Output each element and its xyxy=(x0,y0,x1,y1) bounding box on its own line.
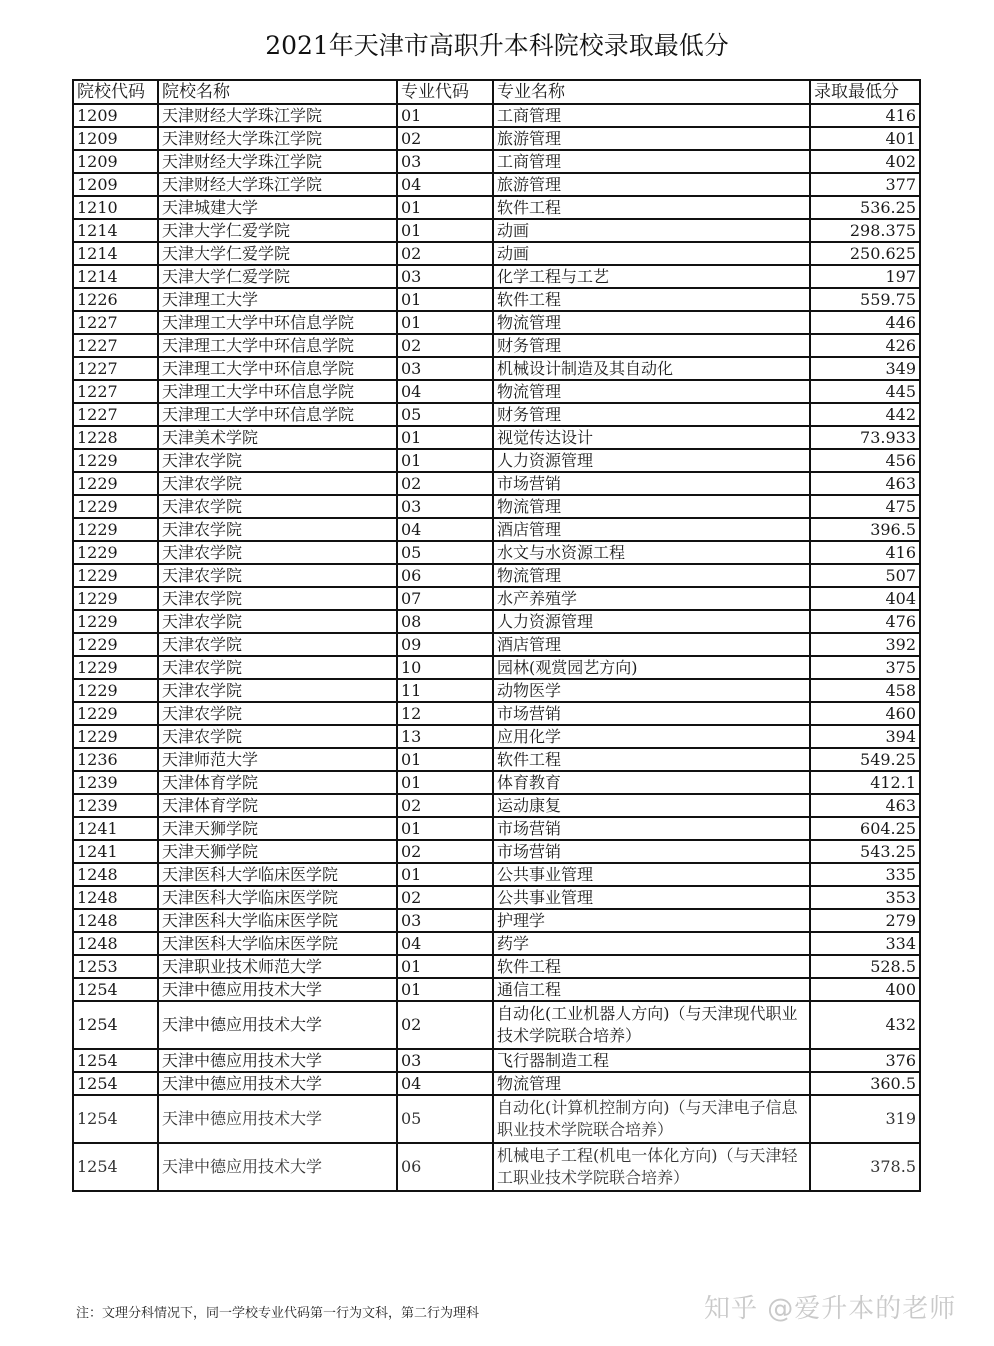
cell-major-name: 软件工程 xyxy=(493,196,810,219)
table-row xyxy=(73,610,920,633)
cell-major-name: 旅游管理 xyxy=(493,173,810,196)
table-row xyxy=(73,1095,920,1143)
cell-major-name: 园林(观赏园艺方向) xyxy=(493,656,810,679)
cell-major-code: 01 xyxy=(397,311,493,334)
cell-major-name: 水文与水资源工程 xyxy=(493,541,810,564)
cell-school-code: 1254 xyxy=(73,978,158,1001)
cell-min-score: 456 xyxy=(810,449,920,472)
cell-min-score: 319 xyxy=(810,1095,920,1143)
cell-min-score: 392 xyxy=(810,633,920,656)
cell-major-code: 02 xyxy=(397,242,493,265)
cell-school-name: 天津财经大学珠江学院 xyxy=(158,150,397,173)
cell-major-code: 12 xyxy=(397,702,493,725)
cell-major-name: 自动化(工业机器人方向)（与天津现代职业技术学院联合培养） xyxy=(493,1001,810,1049)
table-row xyxy=(73,311,920,334)
cell-major-code: 03 xyxy=(397,495,493,518)
cell-major-name: 物流管理 xyxy=(493,495,810,518)
cell-school-name: 天津农学院 xyxy=(158,541,397,564)
cell-major-code: 02 xyxy=(397,127,493,150)
cell-min-score: 73.933 xyxy=(810,426,920,449)
cell-school-name: 天津农学院 xyxy=(158,518,397,541)
cell-school-code: 1229 xyxy=(73,472,158,495)
cell-school-name: 天津职业技术师范大学 xyxy=(158,955,397,978)
table-row xyxy=(73,150,920,173)
cell-school-name: 天津体育学院 xyxy=(158,771,397,794)
cell-major-name: 市场营销 xyxy=(493,702,810,725)
cell-school-name: 天津师范大学 xyxy=(158,748,397,771)
table-row xyxy=(73,265,920,288)
cell-min-score: 335 xyxy=(810,863,920,886)
cell-min-score: 460 xyxy=(810,702,920,725)
cell-major-code: 13 xyxy=(397,725,493,748)
cell-major-name: 化学工程与工艺 xyxy=(493,265,810,288)
cell-school-name: 天津医科大学临床医学院 xyxy=(158,886,397,909)
cell-major-code: 02 xyxy=(397,1001,493,1049)
cell-major-code: 05 xyxy=(397,1095,493,1143)
cell-min-score: 279 xyxy=(810,909,920,932)
cell-school-code: 1209 xyxy=(73,127,158,150)
cell-min-score: 458 xyxy=(810,679,920,702)
cell-school-code: 1229 xyxy=(73,541,158,564)
table-row xyxy=(73,840,920,863)
cell-min-score: 446 xyxy=(810,311,920,334)
cell-school-name: 天津天狮学院 xyxy=(158,817,397,840)
cell-major-code: 01 xyxy=(397,955,493,978)
cell-major-code: 03 xyxy=(397,1049,493,1072)
cell-min-score: 442 xyxy=(810,403,920,426)
cell-school-name: 天津农学院 xyxy=(158,679,397,702)
cell-school-code: 1229 xyxy=(73,587,158,610)
cell-major-name: 护理学 xyxy=(493,909,810,932)
cell-min-score: 416 xyxy=(810,104,920,127)
cell-major-name: 软件工程 xyxy=(493,288,810,311)
table-row xyxy=(73,1049,920,1072)
cell-school-name: 天津农学院 xyxy=(158,449,397,472)
cell-school-name: 天津农学院 xyxy=(158,472,397,495)
cell-major-name: 公共事业管理 xyxy=(493,886,810,909)
cell-school-code: 1227 xyxy=(73,403,158,426)
cell-school-code: 1254 xyxy=(73,1001,158,1049)
cell-major-code: 01 xyxy=(397,426,493,449)
table-row xyxy=(73,794,920,817)
cell-min-score: 400 xyxy=(810,978,920,1001)
cell-school-code: 1229 xyxy=(73,679,158,702)
table-row xyxy=(73,173,920,196)
table-row xyxy=(73,449,920,472)
cell-min-score: 432 xyxy=(810,1001,920,1049)
cell-school-name: 天津农学院 xyxy=(158,587,397,610)
cell-school-code: 1229 xyxy=(73,518,158,541)
cell-major-name: 自动化(计算机控制方向)（与天津电子信息职业技术学院联合培养） xyxy=(493,1095,810,1143)
cell-major-name: 软件工程 xyxy=(493,748,810,771)
cell-school-name: 天津天狮学院 xyxy=(158,840,397,863)
cell-school-code: 1229 xyxy=(73,702,158,725)
cell-major-name: 市场营销 xyxy=(493,817,810,840)
table-row xyxy=(73,1001,920,1049)
cell-min-score: 476 xyxy=(810,610,920,633)
cell-school-code: 1254 xyxy=(73,1072,158,1095)
cell-school-name: 天津中德应用技术大学 xyxy=(158,1072,397,1095)
cell-school-name: 天津中德应用技术大学 xyxy=(158,1095,397,1143)
cell-major-name: 公共事业管理 xyxy=(493,863,810,886)
cell-school-code: 1227 xyxy=(73,334,158,357)
footnote: 注：文理分科情况下，同一学校专业代码第一行为文科，第二行为理科 xyxy=(76,1306,480,1321)
cell-min-score: 396.5 xyxy=(810,518,920,541)
table-row xyxy=(73,633,920,656)
cell-school-code: 1248 xyxy=(73,932,158,955)
cell-major-code: 11 xyxy=(397,679,493,702)
table-body xyxy=(73,104,920,1191)
cell-major-name: 体育教育 xyxy=(493,771,810,794)
cell-school-code: 1229 xyxy=(73,449,158,472)
cell-school-code: 1229 xyxy=(73,725,158,748)
cell-school-name: 天津财经大学珠江学院 xyxy=(158,173,397,196)
table-row xyxy=(73,771,920,794)
cell-major-code: 03 xyxy=(397,909,493,932)
cell-school-code: 1214 xyxy=(73,219,158,242)
cell-major-name: 物流管理 xyxy=(493,311,810,334)
cell-min-score: 445 xyxy=(810,380,920,403)
watermark: 知乎 @爱升本的老师 xyxy=(704,1294,957,1324)
table-row xyxy=(73,748,920,771)
table-row xyxy=(73,863,920,886)
cell-major-name: 机械设计制造及其自动化 xyxy=(493,357,810,380)
cell-major-code: 05 xyxy=(397,541,493,564)
header-min-score: 录取最低分 xyxy=(810,80,920,104)
table-row xyxy=(73,495,920,518)
cell-major-code: 05 xyxy=(397,403,493,426)
cell-major-name: 通信工程 xyxy=(493,978,810,1001)
cell-major-code: 01 xyxy=(397,219,493,242)
cell-school-code: 1229 xyxy=(73,495,158,518)
cell-school-name: 天津财经大学珠江学院 xyxy=(158,104,397,127)
table-row xyxy=(73,679,920,702)
cell-school-code: 1239 xyxy=(73,771,158,794)
cell-school-name: 天津农学院 xyxy=(158,564,397,587)
cell-school-code: 1214 xyxy=(73,242,158,265)
cell-min-score: 360.5 xyxy=(810,1072,920,1095)
cell-major-code: 01 xyxy=(397,449,493,472)
table-header-row xyxy=(73,80,920,104)
cell-school-code: 1254 xyxy=(73,1049,158,1072)
cell-school-code: 1229 xyxy=(73,633,158,656)
cell-min-score: 559.75 xyxy=(810,288,920,311)
cell-min-score: 376 xyxy=(810,1049,920,1072)
table-row xyxy=(73,288,920,311)
cell-min-score: 604.25 xyxy=(810,817,920,840)
cell-major-code: 04 xyxy=(397,173,493,196)
cell-school-code: 1209 xyxy=(73,104,158,127)
table-row xyxy=(73,403,920,426)
cell-major-name: 药学 xyxy=(493,932,810,955)
cell-min-score: 528.5 xyxy=(810,955,920,978)
table-row xyxy=(73,219,920,242)
cell-major-name: 机械电子工程(机电一体化方向)（与天津轻工职业技术学院联合培养） xyxy=(493,1143,810,1191)
cell-min-score: 250.625 xyxy=(810,242,920,265)
cell-school-code: 1227 xyxy=(73,311,158,334)
cell-min-score: 416 xyxy=(810,541,920,564)
cell-school-code: 1254 xyxy=(73,1095,158,1143)
cell-major-code: 04 xyxy=(397,932,493,955)
cell-school-name: 天津中德应用技术大学 xyxy=(158,1049,397,1072)
cell-major-name: 人力资源管理 xyxy=(493,610,810,633)
cell-major-code: 02 xyxy=(397,472,493,495)
cell-school-code: 1248 xyxy=(73,886,158,909)
cell-major-name: 动画 xyxy=(493,219,810,242)
cell-major-name: 运动康复 xyxy=(493,794,810,817)
cell-school-code: 1229 xyxy=(73,656,158,679)
cell-major-name: 工商管理 xyxy=(493,150,810,173)
cell-major-code: 07 xyxy=(397,587,493,610)
cell-school-name: 天津财经大学珠江学院 xyxy=(158,127,397,150)
cell-major-name: 飞行器制造工程 xyxy=(493,1049,810,1072)
cell-major-name: 人力资源管理 xyxy=(493,449,810,472)
cell-major-code: 02 xyxy=(397,886,493,909)
cell-school-name: 天津理工大学 xyxy=(158,288,397,311)
cell-major-name: 动物医学 xyxy=(493,679,810,702)
cell-school-name: 天津体育学院 xyxy=(158,794,397,817)
cell-major-code: 03 xyxy=(397,357,493,380)
cell-min-score: 463 xyxy=(810,472,920,495)
table-row xyxy=(73,978,920,1001)
table-row xyxy=(73,725,920,748)
cell-major-code: 02 xyxy=(397,334,493,357)
admission-scores-table xyxy=(72,79,921,1192)
cell-school-name: 天津农学院 xyxy=(158,725,397,748)
header-major-name: 专业名称 xyxy=(493,80,810,104)
cell-major-code: 01 xyxy=(397,978,493,1001)
cell-school-code: 1253 xyxy=(73,955,158,978)
cell-school-code: 1254 xyxy=(73,1143,158,1191)
cell-school-name: 天津农学院 xyxy=(158,702,397,725)
table-row xyxy=(73,357,920,380)
cell-school-name: 天津城建大学 xyxy=(158,196,397,219)
document-title: 2021年天津市高职升本科院校录取最低分 xyxy=(265,31,729,60)
cell-school-name: 天津农学院 xyxy=(158,633,397,656)
table-row xyxy=(73,564,920,587)
cell-school-name: 天津中德应用技术大学 xyxy=(158,1143,397,1191)
table-row xyxy=(73,472,920,495)
cell-major-name: 物流管理 xyxy=(493,1072,810,1095)
table-row xyxy=(73,104,920,127)
cell-min-score: 197 xyxy=(810,265,920,288)
cell-major-code: 01 xyxy=(397,104,493,127)
cell-min-score: 375 xyxy=(810,656,920,679)
cell-major-code: 01 xyxy=(397,817,493,840)
cell-school-name: 天津大学仁爱学院 xyxy=(158,242,397,265)
table-row xyxy=(73,587,920,610)
table-row xyxy=(73,1072,920,1095)
table-row xyxy=(73,541,920,564)
cell-school-code: 1210 xyxy=(73,196,158,219)
table-row xyxy=(73,886,920,909)
table-row xyxy=(73,955,920,978)
cell-major-code: 01 xyxy=(397,863,493,886)
cell-min-score: 549.25 xyxy=(810,748,920,771)
cell-school-name: 天津农学院 xyxy=(158,656,397,679)
cell-major-name: 酒店管理 xyxy=(493,518,810,541)
cell-major-name: 动画 xyxy=(493,242,810,265)
table-row xyxy=(73,334,920,357)
cell-school-code: 1248 xyxy=(73,863,158,886)
cell-major-name: 视觉传达设计 xyxy=(493,426,810,449)
cell-school-code: 1227 xyxy=(73,380,158,403)
cell-school-code: 1226 xyxy=(73,288,158,311)
cell-major-code: 04 xyxy=(397,1072,493,1095)
cell-school-name: 天津美术学院 xyxy=(158,426,397,449)
table-row xyxy=(73,656,920,679)
cell-school-name: 天津大学仁爱学院 xyxy=(158,219,397,242)
cell-major-code: 02 xyxy=(397,794,493,817)
cell-min-score: 475 xyxy=(810,495,920,518)
cell-major-name: 软件工程 xyxy=(493,955,810,978)
cell-min-score: 353 xyxy=(810,886,920,909)
header-school-name: 院校名称 xyxy=(158,80,397,104)
cell-major-name: 工商管理 xyxy=(493,104,810,127)
header-school-code: 院校代码 xyxy=(73,80,158,104)
table-row xyxy=(73,426,920,449)
cell-school-code: 1209 xyxy=(73,150,158,173)
cell-min-score: 426 xyxy=(810,334,920,357)
cell-major-code: 03 xyxy=(397,150,493,173)
cell-school-name: 天津农学院 xyxy=(158,495,397,518)
cell-major-code: 01 xyxy=(397,196,493,219)
cell-school-name: 天津大学仁爱学院 xyxy=(158,265,397,288)
cell-school-name: 天津医科大学临床医学院 xyxy=(158,863,397,886)
cell-school-name: 天津中德应用技术大学 xyxy=(158,1001,397,1049)
cell-min-score: 543.25 xyxy=(810,840,920,863)
cell-school-name: 天津理工大学中环信息学院 xyxy=(158,403,397,426)
cell-min-score: 377 xyxy=(810,173,920,196)
table-row xyxy=(73,196,920,219)
cell-school-name: 天津中德应用技术大学 xyxy=(158,978,397,1001)
cell-major-code: 04 xyxy=(397,380,493,403)
cell-major-code: 10 xyxy=(397,656,493,679)
table-row xyxy=(73,127,920,150)
cell-major-code: 02 xyxy=(397,840,493,863)
cell-major-name: 物流管理 xyxy=(493,564,810,587)
cell-major-name: 酒店管理 xyxy=(493,633,810,656)
cell-school-code: 1236 xyxy=(73,748,158,771)
cell-min-score: 378.5 xyxy=(810,1143,920,1191)
cell-major-code: 04 xyxy=(397,518,493,541)
cell-min-score: 463 xyxy=(810,794,920,817)
cell-school-code: 1227 xyxy=(73,357,158,380)
cell-school-code: 1214 xyxy=(73,265,158,288)
table-row xyxy=(73,817,920,840)
cell-major-name: 财务管理 xyxy=(493,334,810,357)
cell-major-code: 03 xyxy=(397,265,493,288)
cell-major-name: 财务管理 xyxy=(493,403,810,426)
cell-major-name: 市场营销 xyxy=(493,472,810,495)
cell-school-name: 天津医科大学临床医学院 xyxy=(158,909,397,932)
cell-school-code: 1209 xyxy=(73,173,158,196)
table-row xyxy=(73,702,920,725)
cell-school-code: 1239 xyxy=(73,794,158,817)
cell-min-score: 536.25 xyxy=(810,196,920,219)
table-row xyxy=(73,1143,920,1191)
cell-major-code: 01 xyxy=(397,288,493,311)
cell-school-code: 1229 xyxy=(73,610,158,633)
cell-min-score: 404 xyxy=(810,587,920,610)
cell-min-score: 412.1 xyxy=(810,771,920,794)
cell-school-code: 1241 xyxy=(73,817,158,840)
cell-school-code: 1248 xyxy=(73,909,158,932)
cell-school-code: 1228 xyxy=(73,426,158,449)
cell-major-name: 市场营销 xyxy=(493,840,810,863)
cell-school-name: 天津农学院 xyxy=(158,610,397,633)
table-row xyxy=(73,909,920,932)
cell-min-score: 394 xyxy=(810,725,920,748)
cell-major-name: 水产养殖学 xyxy=(493,587,810,610)
cell-min-score: 349 xyxy=(810,357,920,380)
cell-major-code: 08 xyxy=(397,610,493,633)
cell-major-code: 01 xyxy=(397,771,493,794)
cell-major-name: 物流管理 xyxy=(493,380,810,403)
cell-school-name: 天津理工大学中环信息学院 xyxy=(158,334,397,357)
cell-major-code: 09 xyxy=(397,633,493,656)
cell-school-name: 天津理工大学中环信息学院 xyxy=(158,380,397,403)
cell-school-code: 1229 xyxy=(73,564,158,587)
cell-min-score: 298.375 xyxy=(810,219,920,242)
table-row xyxy=(73,242,920,265)
cell-major-code: 06 xyxy=(397,564,493,587)
table-row xyxy=(73,932,920,955)
cell-min-score: 402 xyxy=(810,150,920,173)
cell-min-score: 507 xyxy=(810,564,920,587)
cell-school-name: 天津理工大学中环信息学院 xyxy=(158,311,397,334)
cell-school-name: 天津理工大学中环信息学院 xyxy=(158,357,397,380)
cell-school-code: 1241 xyxy=(73,840,158,863)
cell-min-score: 334 xyxy=(810,932,920,955)
cell-school-name: 天津医科大学临床医学院 xyxy=(158,932,397,955)
header-major-code: 专业代码 xyxy=(397,80,493,104)
cell-major-name: 旅游管理 xyxy=(493,127,810,150)
cell-major-name: 应用化学 xyxy=(493,725,810,748)
table-row xyxy=(73,380,920,403)
cell-major-code: 06 xyxy=(397,1143,493,1191)
cell-major-code: 01 xyxy=(397,748,493,771)
table-row xyxy=(73,518,920,541)
cell-min-score: 401 xyxy=(810,127,920,150)
